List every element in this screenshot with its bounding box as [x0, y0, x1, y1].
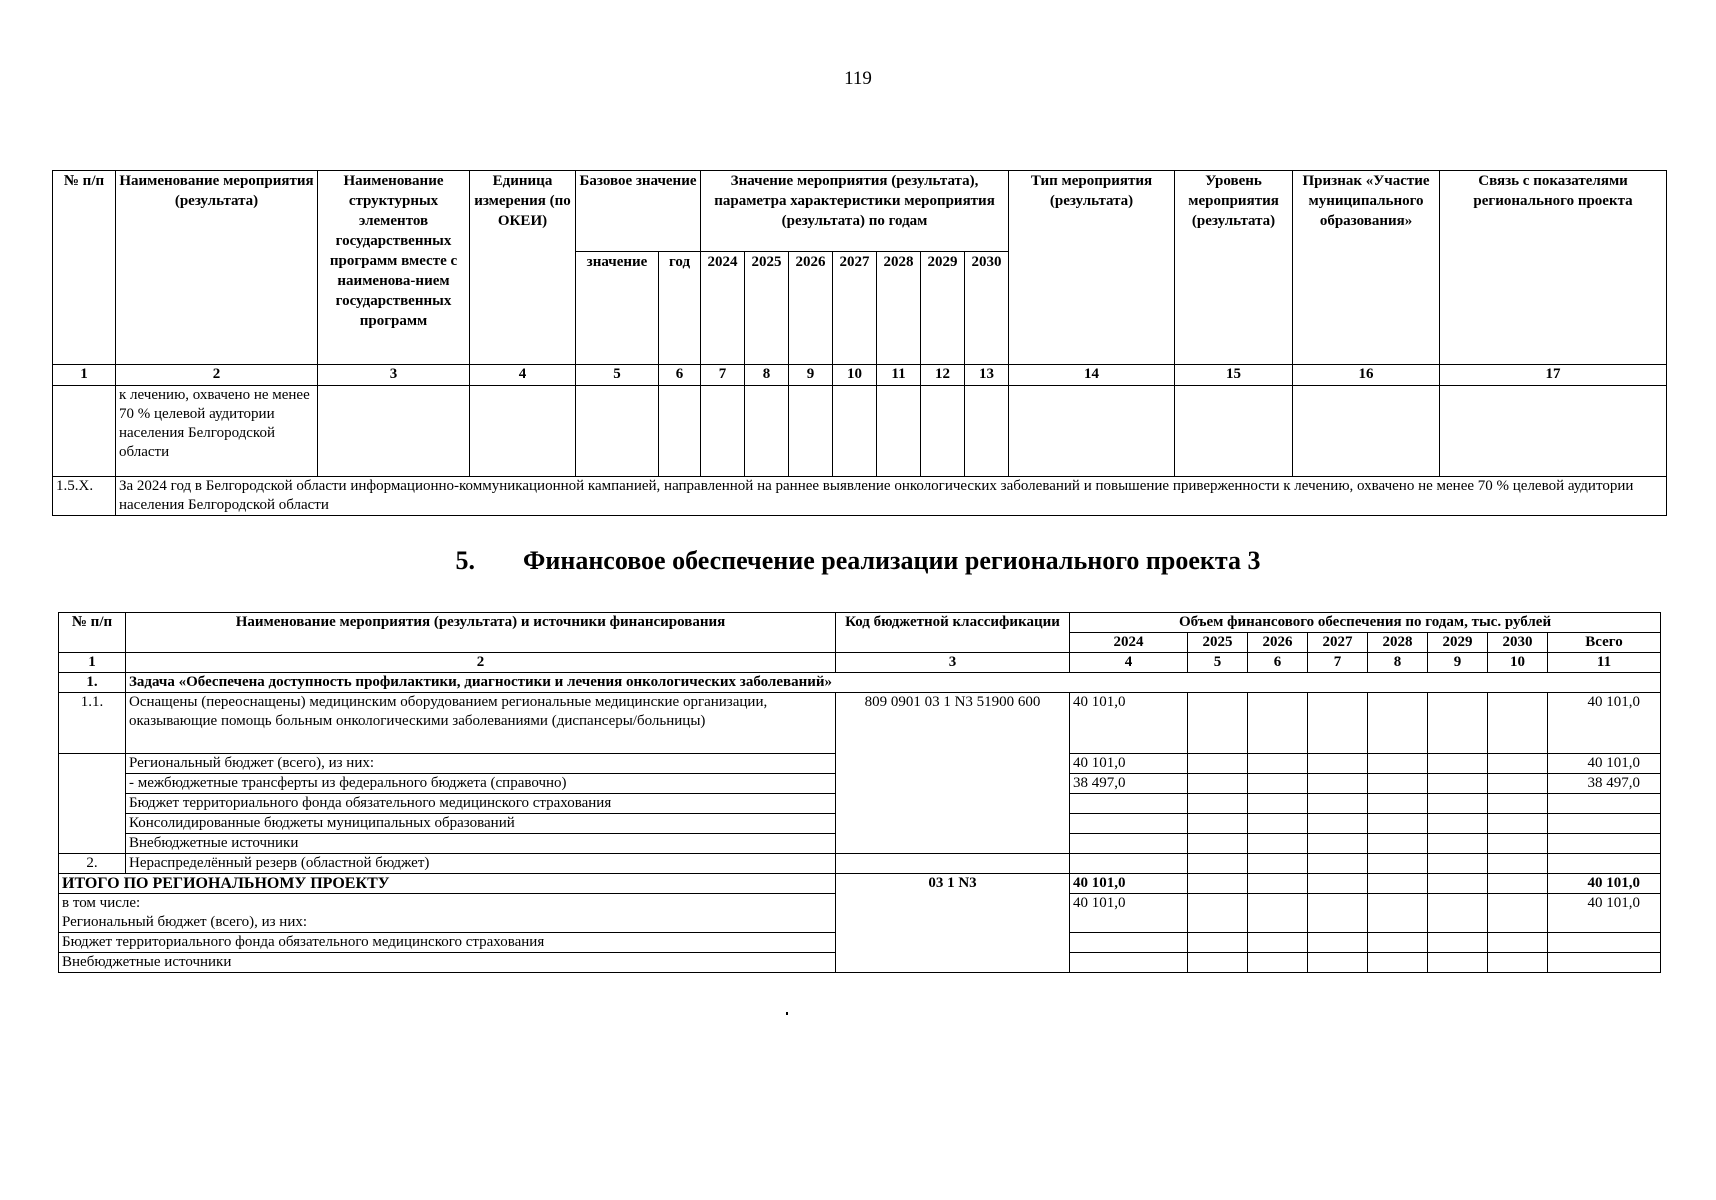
- financing-table: [58, 612, 1661, 973]
- value-total: [1548, 834, 1661, 854]
- t1-col-name: Наименование мероприятия (результата): [116, 171, 318, 365]
- source-label: Региональный бюджет (всего), из них:: [126, 754, 836, 774]
- col-number: 2: [126, 653, 836, 673]
- value-2024: 40 101,0: [1070, 754, 1188, 774]
- page-number: 119: [844, 68, 872, 89]
- tail-label: Внебюджетные источники: [59, 953, 836, 973]
- col-number: 2: [116, 365, 318, 386]
- t2-year: 2025: [1188, 633, 1248, 653]
- value-2024: [1070, 794, 1188, 814]
- continued-text: к лечению, охвачено не менее 70 % целевой аудитории населения Белгородской области: [116, 386, 318, 477]
- including-label-line2: Региональный бюджет (всего), из них:: [62, 914, 308, 930]
- source-label: Внебюджетные источники: [126, 834, 836, 854]
- t1-col-type: Тип мероприятия (результата): [1009, 171, 1175, 365]
- value-total: 38 497,0: [1548, 774, 1661, 794]
- t1-year: 2027: [833, 252, 877, 365]
- value-2024: [1070, 834, 1188, 854]
- t1-col-base-year: год: [659, 252, 701, 365]
- grand-total-code: 03 1 N3: [836, 874, 1070, 973]
- value-2024: [1070, 814, 1188, 834]
- value-2024: 40 101,0: [1070, 874, 1188, 894]
- item-1-1-row: [59, 693, 1661, 754]
- value-2024: 40 101,0: [1070, 894, 1188, 933]
- value-2024: 40 101,0: [1070, 693, 1188, 754]
- col-number: 7: [701, 365, 745, 386]
- including-label-line1: в том числе:: [62, 895, 141, 911]
- t2-col-volume: Объем финансового обеспечения по годам, тыс. рублей: [1070, 613, 1661, 633]
- t2-col-num: № п/п: [59, 613, 126, 653]
- table1-header-row: [53, 171, 1667, 252]
- t1-col-values: Значение мероприятия (результата), параметра характеристики мероприятия (результата) по годам: [701, 171, 1009, 252]
- task-number: 1.: [59, 673, 126, 693]
- col-number: 14: [1009, 365, 1175, 386]
- row-text: За 2024 год в Белгородской области информационно-коммуникационной кампанией, направленной на раннее выявление онкологических заболеваний и повышение приверженности к лечению, охвачено не менее 70 % целевой аудитории населения Белгородской области: [116, 477, 1667, 516]
- t1-col-link: Связь с показателями регионального проекта: [1440, 171, 1667, 365]
- col-number: 3: [318, 365, 470, 386]
- tail-label: Бюджет территориального фонда обязательного медицинского страхования: [59, 933, 836, 953]
- t1-col-unit: Единица измерения (по ОКЕИ): [470, 171, 576, 365]
- task-row: [59, 673, 1661, 693]
- budget-code: 809 0901 03 1 N3 51900 600: [836, 693, 1070, 854]
- source-label: Консолидированные бюджеты муниципальных образований: [126, 814, 836, 834]
- item-number: 2.: [59, 854, 126, 874]
- item-text: Нераспределённый резерв (областной бюджет): [126, 854, 836, 874]
- task-text: Задача «Обеспечена доступность профилактики, диагностики и лечения онкологических заболеваний»: [126, 673, 1661, 693]
- value-2024: 38 497,0: [1070, 774, 1188, 794]
- col-number: 4: [1070, 653, 1188, 673]
- col-number: 1: [53, 365, 116, 386]
- t2-year: 2027: [1308, 633, 1368, 653]
- table1-row-1-5-x: [53, 477, 1667, 516]
- section-number: 5.: [455, 546, 476, 575]
- col-number: 8: [1368, 653, 1428, 673]
- grand-total-label: ИТОГО ПО РЕГИОНАЛЬНОМУ ПРОЕКТУ: [59, 874, 836, 894]
- col-number: 5: [576, 365, 659, 386]
- section-title-text: Финансовое обеспечение реализации регионального проекта 3: [523, 546, 1261, 575]
- col-number: 9: [1428, 653, 1488, 673]
- t1-col-municipal: Признак «Участие муниципального образования»: [1293, 171, 1440, 365]
- item-text: Оснащены (переоснащены) медицинским оборудованием региональные медицинские организации, оказывающие помощь больным онкологическими заболеваниями (диспансеры/больницы): [126, 693, 836, 754]
- t1-year: 2024: [701, 252, 745, 365]
- t1-col-level: Уровень мероприятия (результата): [1175, 171, 1293, 365]
- item-2-row: [59, 854, 1661, 874]
- col-number: 4: [470, 365, 576, 386]
- table1-continued-row: [53, 386, 1667, 477]
- col-number: 10: [1488, 653, 1548, 673]
- col-number: 11: [1548, 653, 1661, 673]
- t1-year: 2028: [877, 252, 921, 365]
- grand-total-row: [59, 874, 1661, 894]
- t2-year: 2024: [1070, 633, 1188, 653]
- scan-mark: [786, 1012, 788, 1015]
- t2-col-name: Наименование мероприятия (результата) и источники финансирования: [126, 613, 836, 653]
- col-number: 13: [965, 365, 1009, 386]
- t2-year: 2026: [1248, 633, 1308, 653]
- col-number: 10: [833, 365, 877, 386]
- source-label: Бюджет территориального фонда обязательного медицинского страхования: [126, 794, 836, 814]
- value-total: 40 101,0: [1548, 754, 1661, 774]
- col-number: 11: [877, 365, 921, 386]
- col-number: 17: [1440, 365, 1667, 386]
- col-number: 15: [1175, 365, 1293, 386]
- col-number: 12: [921, 365, 965, 386]
- value-total: [1548, 814, 1661, 834]
- item-number: 1.1.: [59, 693, 126, 754]
- t2-year: 2029: [1428, 633, 1488, 653]
- t1-col-base: Базовое значение: [576, 171, 701, 252]
- table2-column-numbers: [59, 653, 1661, 673]
- source-label: - межбюджетные трансферты из федерального бюджета (справочно): [126, 774, 836, 794]
- t1-year: 2030: [965, 252, 1009, 365]
- col-number: 9: [789, 365, 833, 386]
- table2-header-row: [59, 613, 1661, 633]
- t2-year: 2030: [1488, 633, 1548, 653]
- t1-year: 2025: [745, 252, 789, 365]
- col-number: 1: [59, 653, 126, 673]
- value-total: 40 101,0: [1548, 874, 1661, 894]
- row-number: 1.5.Х.: [53, 477, 116, 516]
- t1-year: 2026: [789, 252, 833, 365]
- t2-year: 2028: [1368, 633, 1428, 653]
- t2-col-total: Всего: [1548, 633, 1661, 653]
- t1-col-num: № п/п: [53, 171, 116, 365]
- col-number: 6: [1248, 653, 1308, 673]
- value-total: [1548, 794, 1661, 814]
- col-number: 6: [659, 365, 701, 386]
- col-number: 8: [745, 365, 789, 386]
- col-number: 7: [1308, 653, 1368, 673]
- t2-col-code: Код бюджетной классификации: [836, 613, 1070, 653]
- value-total: 40 101,0: [1548, 894, 1661, 933]
- value-total: 40 101,0: [1548, 693, 1661, 754]
- table1-column-numbers: [53, 365, 1667, 386]
- col-number: 5: [1188, 653, 1248, 673]
- t1-year: 2029: [921, 252, 965, 365]
- col-number: 16: [1293, 365, 1440, 386]
- section-title: [0, 546, 1716, 576]
- t1-col-base-value: значение: [576, 252, 659, 365]
- col-number: 3: [836, 653, 1070, 673]
- t1-col-structural: Наименование структурных элементов государственных программ вместе с наименова-нием государственных программ: [318, 171, 470, 365]
- including-label: [59, 894, 836, 933]
- events-table: [52, 170, 1667, 516]
